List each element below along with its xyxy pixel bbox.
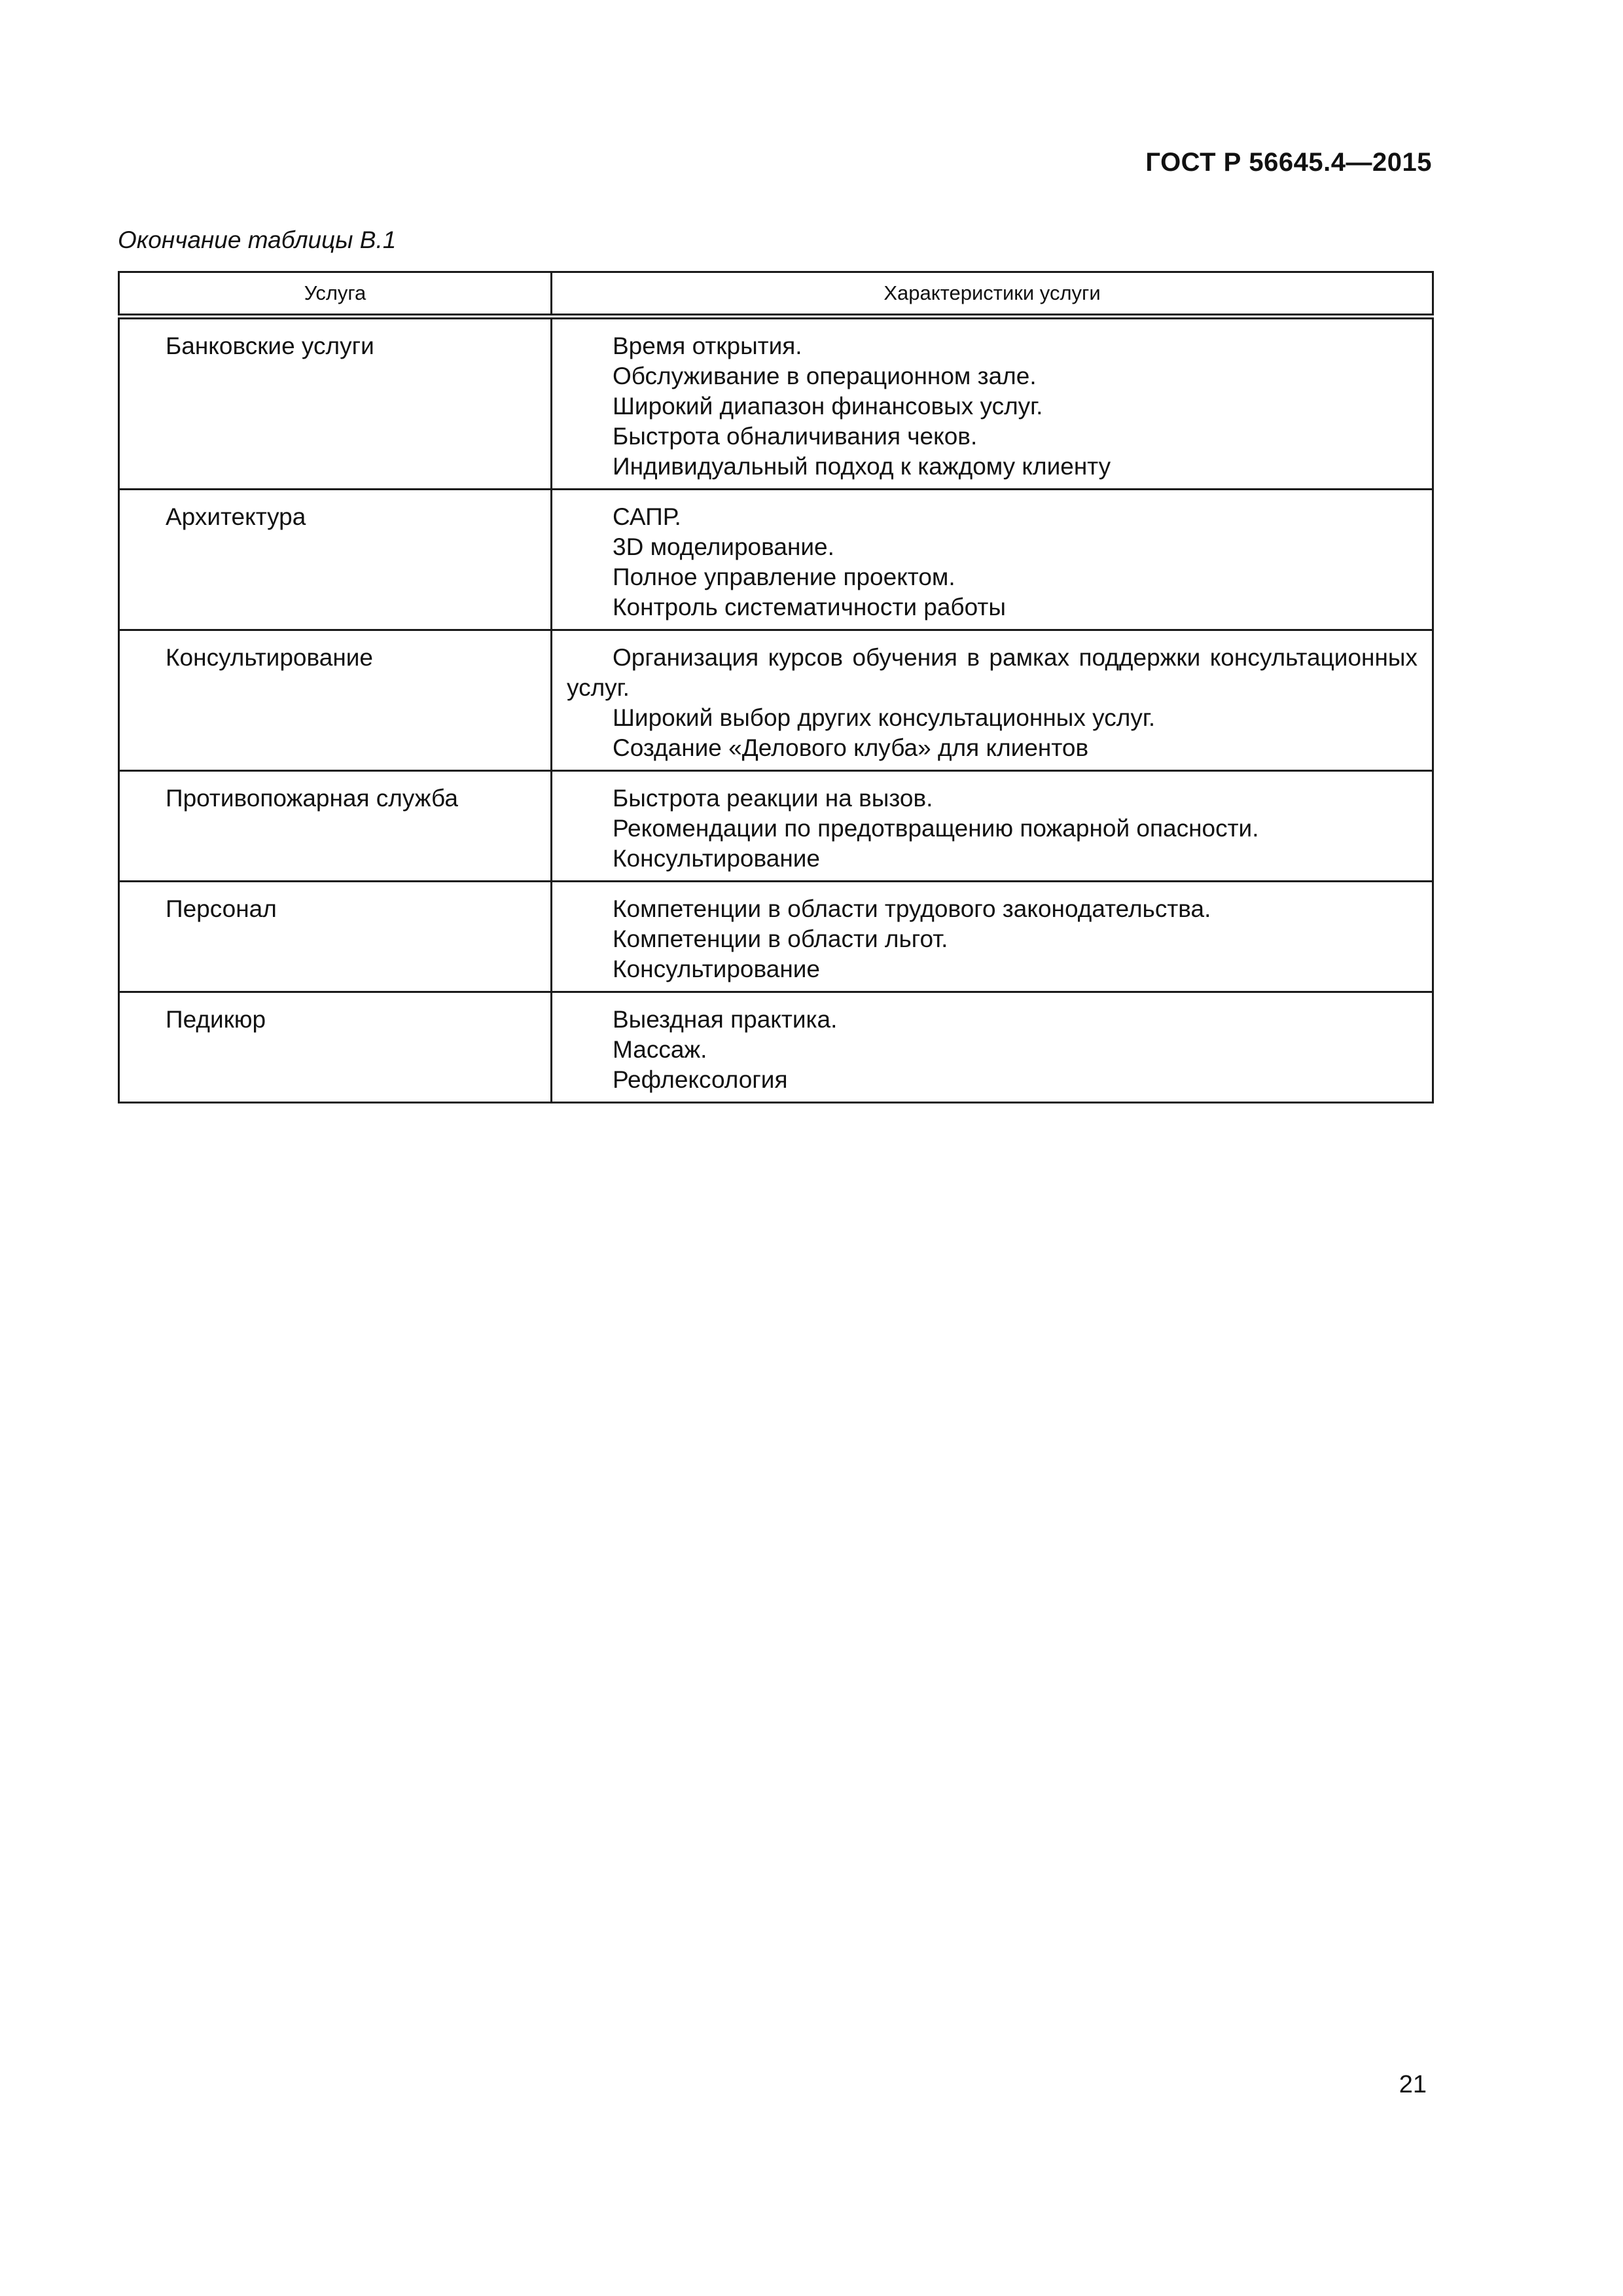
feature-line: Индивидуальный подход к каждому клиенту — [613, 453, 1111, 480]
column-header-features: Характеристики услуги — [552, 272, 1433, 317]
feature-line: Рекомендации по предотвращению пожарной опасности. — [613, 815, 1259, 842]
feature-line: Обслуживание в операционном зале. — [613, 363, 1037, 389]
feature-line: Выездная практика. — [613, 1006, 838, 1033]
service-features — [552, 317, 1433, 490]
table-header-row — [119, 272, 1433, 317]
feature-line: 3D моделирование. — [613, 533, 834, 560]
column-header-service: Услуга — [119, 272, 552, 317]
table-row — [119, 771, 1433, 882]
feature-line: Рефлексология — [613, 1066, 788, 1093]
feature-line: Время открытия. — [613, 332, 802, 359]
page-number: 21 — [1399, 2071, 1427, 2098]
service-name: Консультирование — [119, 630, 552, 771]
feature-line: Широкий диапазон финансовых услуг. — [613, 393, 1043, 420]
feature-line: Создание «Делового клуба» для клиентов — [613, 734, 1089, 761]
table-row — [119, 317, 1433, 490]
table-row — [119, 630, 1433, 771]
table-row — [119, 490, 1433, 630]
feature-line: Широкий выбор других консультационных услуг. — [613, 704, 1156, 731]
feature-line: Быстрота обналичивания чеков. — [613, 423, 978, 450]
service-name: Архитектура — [119, 490, 552, 630]
table-row — [119, 992, 1433, 1103]
services-table — [118, 271, 1434, 1103]
service-features — [552, 630, 1433, 771]
feature-line: Консультирование — [613, 956, 820, 982]
table-row — [119, 882, 1433, 992]
service-features — [552, 992, 1433, 1103]
service-features — [552, 882, 1433, 992]
service-features — [552, 490, 1433, 630]
table-caption: Окончание таблицы В.1 — [118, 226, 397, 253]
service-name: Банковские услуги — [119, 317, 552, 490]
feature-line: Массаж. — [613, 1036, 707, 1063]
feature-line: Контроль систематичности работы — [613, 594, 1006, 620]
service-name: Противопожарная служба — [119, 771, 552, 882]
service-features — [552, 771, 1433, 882]
feature-line: Консультирование — [613, 845, 820, 872]
document-code: ГОСТ Р 56645.4—2015 — [1145, 148, 1432, 177]
feature-line: САПР. — [613, 503, 681, 530]
service-name: Персонал — [119, 882, 552, 992]
feature-line: Полное управление проектом. — [613, 564, 955, 590]
service-name: Педикюр — [119, 992, 552, 1103]
feature-line: Организация курсов обучения в рамках поддержки консультационных услуг. — [567, 644, 1418, 701]
feature-line: Компетенции в области льгот. — [613, 925, 948, 952]
feature-line: Компетенции в области трудового законодательства. — [613, 895, 1211, 922]
feature-line: Быстрота реакции на вызов. — [613, 785, 933, 812]
